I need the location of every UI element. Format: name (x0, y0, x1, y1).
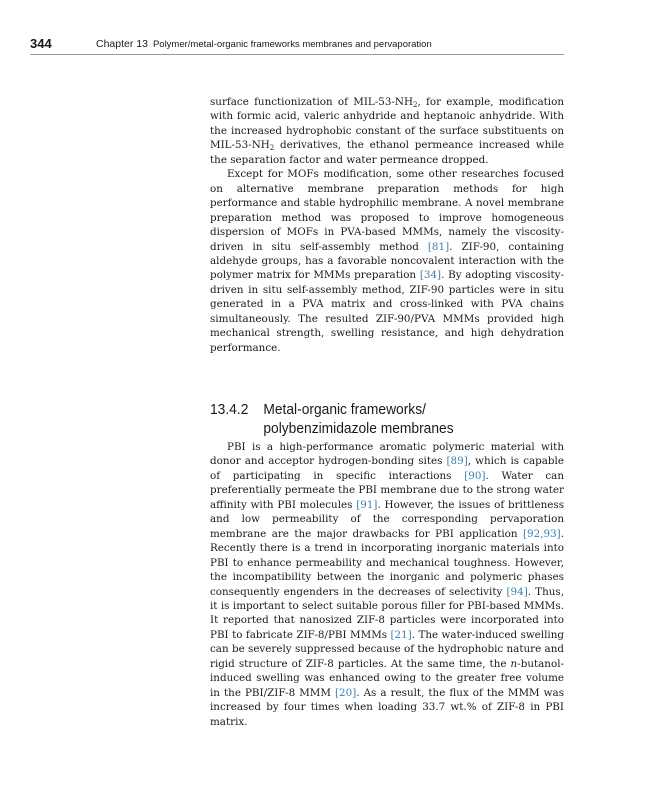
section-title-line-1: Metal-organic frameworks/ (263, 401, 426, 418)
citation-link[interactable]: [92,93] (523, 527, 561, 540)
citation-link[interactable]: [89] (446, 455, 468, 468)
chapter-title: Polymer/metal-organic frameworks membranes and pervaporation (152, 39, 432, 50)
running-title (96, 38, 432, 50)
citation-link[interactable]: [91] (356, 498, 378, 511)
subscript: 2 (269, 144, 275, 153)
text-run: Except for MOFs modification, some other researches focused on alternative membrane preparation methods for high performance and stable hydrophilic membrane. A novel membrane preparation method was proposed to improve homogeneous dispersion of MOFs in PVA-based MMMs, namely the viscosity-driven in situ self-assembly method (210, 168, 564, 253)
text-run: , which is capable of participating in specific interactions (210, 455, 564, 482)
running-header (30, 36, 564, 55)
text-run: . As a result, the flux of the MMM was increased by four times when loading 33.7 wt.% of ZIF-8 in PBI matrix. (210, 686, 565, 728)
citation-link[interactable]: [90] (464, 469, 486, 482)
text-run: . Recently there is a trend in incorporating inorganic materials into PBI to enhance permeability and mechanical toughness. However, the incompatibility between the inorganic and polymeric phases consequently engenders in the decreases of selectivity (210, 527, 564, 598)
section-heading (210, 400, 536, 438)
citation-link[interactable]: [81] (427, 240, 450, 253)
citation-link[interactable]: [94] (506, 585, 528, 598)
text-run: . Water can preferentially permeate the PBI membrane due to the strong water affinity with PBI molecules (210, 469, 565, 511)
text-run: . However, the issues of brittleness and low permeability of the corresponding pervaporation membrane are the major drawbacks for PBI application (210, 498, 565, 540)
paragraph-1 (210, 95, 564, 167)
text-block-lower (210, 440, 564, 729)
citation-link[interactable]: [34] (419, 269, 442, 282)
section-number: 13.4.2 (210, 401, 249, 418)
text-run: -butanol-induced swelling was enhanced owing to the greater free volume in the PBI/ZIF-8 MMM (210, 657, 564, 699)
section-title-line-2: polybenzimidazole membranes (263, 420, 454, 437)
text-run: . Thus, it is important to select suitable porous filler for PBI-based MMMs. It reported that nanosized ZIF-8 particles were incorporated into PBI to fabricate ZIF-8/PBI MMMs (210, 585, 564, 641)
italic-text: n (510, 657, 518, 670)
citation-link[interactable]: [20] (335, 686, 357, 699)
text-run: derivatives, the ethanol permeance increased while the separation factor and water permeance dropped. (210, 139, 564, 166)
text-run: , for example, modification with formic acid, valeric anhydride and heptanoic anhydride. With the increased hydrophobic constant of the surface substituents on MIL-53-NH (210, 96, 564, 152)
subscript: 2 (413, 101, 418, 109)
page-number: 344 (30, 36, 52, 51)
text-run: . By adopting viscosity-driven in situ self-assembly method, ZIF-90 particles were in situ generated in a PVA matrix and cross-linked with PVA chains simultaneously. The resulted ZIF-90/PVA MMMs provided high mechanical strength, swelling resistance, and high dehydration performance. (210, 269, 564, 354)
paragraph-2 (210, 167, 564, 355)
chapter-label: Chapter 13 (96, 38, 148, 50)
text-block-upper (210, 95, 564, 355)
text-run: surface functionization of MIL-53-NH (210, 96, 414, 108)
text-run: . ZIF-90, containing aldehyde groups, has a favorable noncovalent interaction with the polymer matrix for MMMs preparation (210, 240, 564, 282)
text-run: . The water-induced swelling can be severely suppressed because of the hydrophobic nature and rigid structure of ZIF-8 particles. At the same time, the (210, 628, 564, 670)
text-run: PBI is a high-performance aromatic polymeric material with donor and acceptor hydrogen-bonding sites (210, 441, 564, 468)
citation-link[interactable]: [21] (390, 628, 412, 641)
paragraph-3 (210, 440, 564, 729)
